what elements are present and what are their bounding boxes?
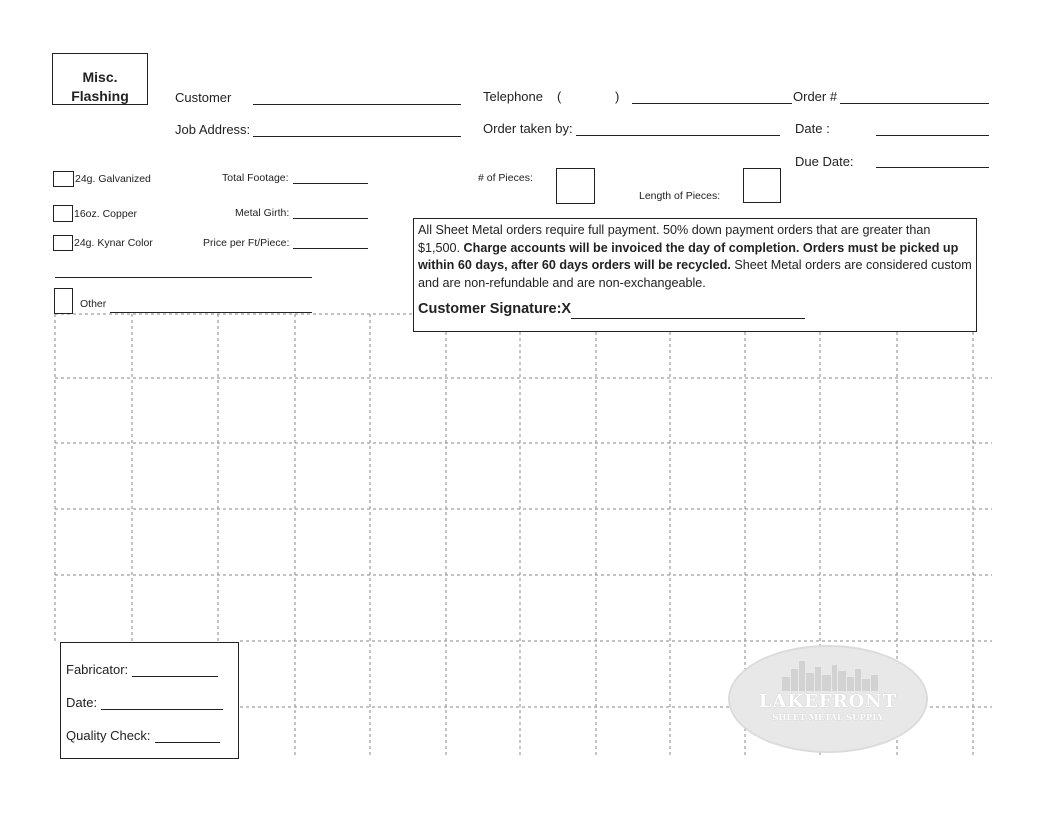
length-of-pieces-box[interactable] <box>743 168 781 203</box>
job-address-field[interactable] <box>253 136 461 137</box>
length-of-pieces-label: Length of Pieces: <box>639 190 721 202</box>
metal-girth-label: Metal Girth: <box>235 207 290 219</box>
total-footage-field[interactable] <box>293 183 368 184</box>
date-field[interactable] <box>876 135 989 136</box>
telephone-field[interactable] <box>632 103 792 104</box>
price-per-field[interactable] <box>293 248 368 249</box>
fabricator-row <box>66 662 218 677</box>
logo-subtitle: SHEET METAL SUPPLY <box>772 713 884 723</box>
fab-date-field[interactable] <box>101 697 223 710</box>
form-title-line1: Misc. <box>82 69 118 85</box>
form-title <box>52 53 148 105</box>
fab-date-row <box>66 695 223 710</box>
pieces-label: # of Pieces: <box>478 172 533 184</box>
quality-check-row <box>66 728 220 743</box>
terms-text-bold: Charge accounts will be invoiced the day of completion. Orders must be picked up within 60 days, after 60 days orders will be recycled. <box>418 240 959 272</box>
due-date-field[interactable] <box>876 167 989 168</box>
telephone-label: Telephone <box>483 89 543 104</box>
lakefront-logo <box>728 645 928 753</box>
fab-date-label: Date: <box>66 695 98 710</box>
other-checkbox[interactable] <box>54 288 73 314</box>
copper-label: 16oz. Copper <box>74 208 138 220</box>
telephone-open-paren: ( <box>557 89 562 104</box>
order-taken-label: Order taken by: <box>483 121 573 136</box>
terms-text-part1: All Sheet Metal orders require full payment. 50% down payment orders that are greater than $1,500. <box>418 223 931 255</box>
form-title-line2: Flashing <box>71 88 129 104</box>
other-label: Other <box>80 298 107 310</box>
other-field[interactable] <box>110 312 312 313</box>
order-taken-field[interactable] <box>576 135 780 136</box>
signature-field[interactable] <box>571 304 805 319</box>
galvanized-checkbox[interactable] <box>53 171 74 187</box>
fabricator-label: Fabricator: <box>66 662 129 677</box>
telephone-close-paren: ) <box>615 89 620 104</box>
metal-girth-field[interactable] <box>293 218 368 219</box>
quality-check-field[interactable] <box>155 730 220 743</box>
total-footage-label: Total Footage: <box>222 172 289 184</box>
job-address-label: Job Address: <box>175 122 251 137</box>
order-number-label: Order # <box>793 89 838 104</box>
kynar-label: 24g. Kynar Color <box>74 237 153 249</box>
terms-notice <box>413 218 977 332</box>
galvanized-label: 24g. Galvanized <box>75 173 151 185</box>
customer-field[interactable] <box>253 104 461 105</box>
due-date-label: Due Date: <box>795 154 854 169</box>
pieces-box[interactable] <box>556 168 595 204</box>
date-label: Date : <box>795 121 830 136</box>
customer-label: Customer <box>175 90 232 105</box>
copper-checkbox[interactable] <box>53 205 73 222</box>
price-per-label: Price per Ft/Piece: <box>203 237 290 249</box>
terms-text-part2: Sheet Metal orders are considered custom and are non-refundable and are non-exchangeable. <box>418 258 972 290</box>
fabrication-box <box>60 642 239 759</box>
signature-label: Customer Signature:X <box>418 301 572 317</box>
signature-row <box>418 301 972 319</box>
logo-title: LAKEFRONT <box>758 691 898 712</box>
order-number-field[interactable] <box>840 103 989 104</box>
material-extra-line[interactable] <box>55 277 312 278</box>
skyline-icon <box>782 657 878 691</box>
kynar-checkbox[interactable] <box>53 235 73 251</box>
fabricator-field[interactable] <box>132 664 218 677</box>
quality-check-label: Quality Check: <box>66 728 151 743</box>
